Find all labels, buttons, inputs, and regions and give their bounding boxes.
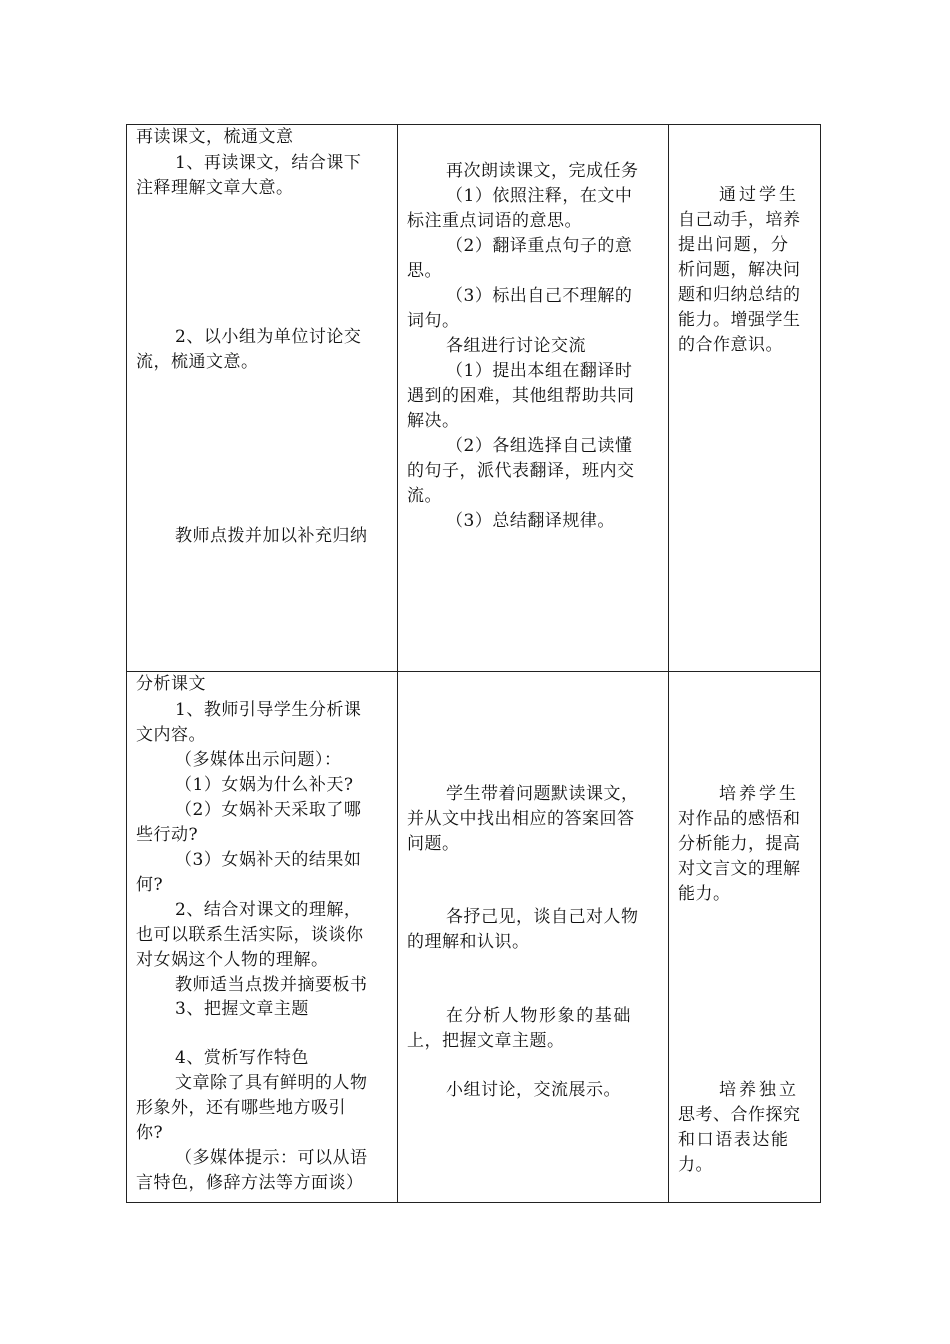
text-line: 些行动? [136,825,199,845]
text-line: 对女娲这个人物的理解。 [136,950,329,970]
text-line: （多媒体出示问题）： [175,750,342,770]
text-line: 流。 [407,486,442,506]
text-line: 词句。 [407,311,460,331]
text-line: 文章除了具有鲜明的人物 [175,1073,368,1093]
text-line: （3）总结翻译规律。 [446,511,615,531]
table-row [127,672,821,1203]
text-line: 对文言文的理解 [678,859,801,879]
text-line: 各抒己见，谈自己对人物 [446,907,639,927]
text-line: （3）女娲补天的结果如 [175,850,362,870]
teacher-activity-cell [127,672,398,1203]
text-line: （多媒体提示：可以从语 [175,1148,368,1168]
text-line: 各组进行讨论交流 [446,336,586,356]
text-line: 流，梳通文意。 [136,352,259,372]
text-line: 文内容。 [136,725,206,745]
text-line: 小组讨论，交流展示。 [446,1080,621,1100]
text-line: （1）依照注释，在文中 [446,186,633,206]
text-line: 解决。 [407,411,460,431]
text-line: 形象外，还有哪些地方吸引 [136,1098,346,1118]
text-line: 2、结合对课文的理解， [175,900,362,920]
text-line: 2、以小组为单位讨论交 [175,327,362,347]
text-line: 问题。 [407,834,460,854]
teacher-activity-cell [127,125,398,672]
text-line: 教师点拨并加以补充归纳 [175,526,368,546]
text-line: 思。 [407,261,442,281]
text-line: 分析能力，提高 [678,834,801,854]
student-activity-cell [398,672,669,1203]
text-line: 并从文中找出相应的答案回答 [407,809,635,829]
text-line: 也可以联系生活实际，谈谈你 [136,925,364,945]
text-line: 在分析人物形象的基础 [446,1006,632,1026]
text-line: 1、教师引导学生分析课 [175,700,362,720]
text-line: 你? [136,1123,164,1143]
text-line: 注释理解文章大意。 [136,178,294,198]
text-line: 何? [136,875,164,895]
text-line: 析问题，解决问 [678,260,801,280]
design-intent-cell [669,125,821,672]
text-line: 自己动手，培养 [678,210,801,230]
text-line: 1、再读课文，结合课下 [175,153,362,173]
text-line: 上，把握文章主题。 [407,1031,565,1051]
text-line: 再次朗读课文，完成任务 [446,161,639,181]
text-line: 能力。增强学生 [678,310,801,330]
lesson-plan-table [126,124,821,1203]
text-line: 培养独立 [719,1080,799,1100]
text-line: 培养学生 [719,784,799,804]
text-line: 4、赏析写作特色 [175,1048,309,1068]
text-line: 的理解和认识。 [407,932,530,952]
text-line: 3、把握文章主题 [175,999,309,1019]
text-line: 题和归纳总结的 [678,285,801,305]
text-line: 能力。 [678,884,731,904]
text-line: （3）标出自己不理解的 [446,286,633,306]
table-row [127,125,821,672]
student-activity-cell [398,125,669,672]
text-line: 标注重点词语的意思。 [407,211,582,231]
text-line: 对作品的感悟和 [678,809,801,829]
text-line: 力。 [678,1155,713,1175]
text-line: （2）翻译重点句子的意 [446,236,633,256]
text-line: 思考、合作探究 [678,1105,801,1125]
text-line: 遇到的困难，其他组帮助共同 [407,386,635,406]
text-line: 的合作意识。 [678,335,783,355]
text-line: 通过学生 [719,185,799,205]
text-line: 和口语表达能 [678,1130,790,1150]
section-heading: 再读课文，梳通文意 [136,127,294,147]
text-line: （2）女娲补天采取了哪 [175,800,362,820]
section-heading: 分析课文 [136,674,206,694]
text-line: 教师适当点拨并摘要板书 [175,975,368,995]
text-line: 的句子，派代表翻译，班内交 [407,461,635,481]
text-line: 学生带着问题默读课文， [446,784,639,804]
text-line: 提出问题，分 [678,235,790,255]
text-line: （1）女娲为什么补天? [175,775,354,795]
design-intent-cell [669,672,821,1203]
text-line: （1）提出本组在翻译时 [446,361,633,381]
text-line: （2）各组选择自己读懂 [446,436,633,456]
text-line: 言特色，修辞方法等方面谈） [136,1173,364,1193]
